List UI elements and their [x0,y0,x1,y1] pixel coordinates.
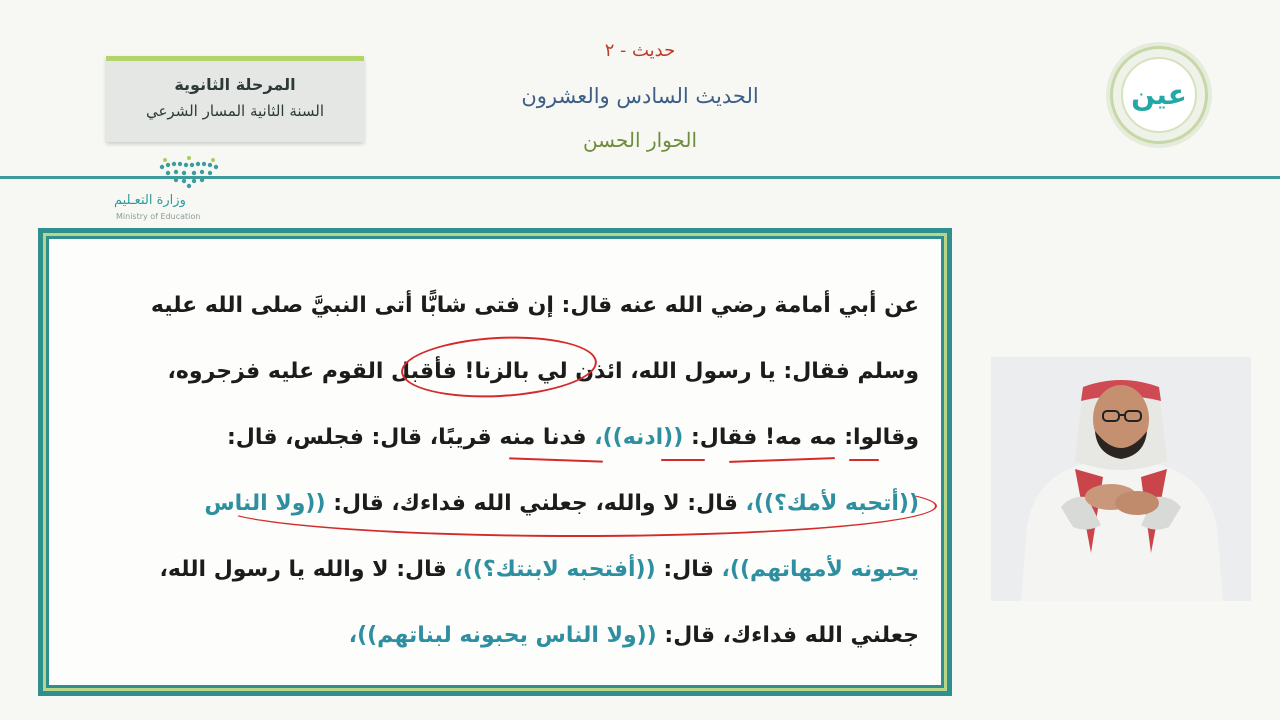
hadith-paper [49,239,941,685]
hadith-line-2: وسلم فقال: يا رسول الله، ائذن لي بالزنا! فأقبل القوم عليه فزجروه، [167,359,919,384]
quote-mother: ((أتحبه لأمك؟))، [745,491,919,516]
annotation-underline-3 [729,457,835,463]
ministry-name-ar: وزارة التعـليم [114,193,186,208]
annotation-underline-4 [849,459,879,461]
annotation-underline-1 [509,457,603,462]
highlighted-request: ائذن لي بالزنا! [464,359,623,384]
stage-subtitle: السنة الثانية المسار الشرعي [145,102,325,120]
annotation-underline-2 [661,459,705,461]
ain-channel-logo [1110,46,1208,144]
hadith-name: الحديث السادس والعشرون [521,84,759,108]
annotation-oval [400,332,599,402]
hadith-line-4: ((أتحبه لأمك؟))، قال: لا والله، جعلني الله فداءك، قال: ((ولا الناس [204,491,919,516]
hadith-topic: الحوار الحسن [582,128,698,152]
stage-title: المرحلة الثانوية [174,75,296,94]
stage-label-card [106,56,364,142]
ministry-logo [108,155,206,225]
hadith-number: حديث - ٢ [604,40,676,61]
annotation-bracket [217,475,937,537]
hadith-line-6: جعلني الله فداءك، قال: ((ولا الناس يحبونه لبناتهم))، [348,623,919,648]
quote-adnuh: ((ادنه))، [594,425,684,450]
presenter-video [991,357,1251,601]
quote-daughters: ((ولا الناس يحبونه لبناتهم))، [348,623,657,648]
quote-people-start: ((ولا الناس [204,491,326,516]
ain-logo-text: عين [1121,57,1197,133]
quote-daughter: ((أفتحبه لابنتك؟))، [454,557,656,582]
hadith-line-5: يحبونه لأمهاتهم))، قال: ((أفتحبه لابنتك؟))، قال: لا والله يا رسول الله، [159,557,919,582]
quote-mothers: يحبونه لأمهاتهم))، [721,557,919,582]
hadith-text-panel [38,228,952,696]
ministry-emblem-icon [154,155,224,191]
ministry-name-en: Ministry of Education [116,212,201,221]
presenter-figure-icon [991,357,1251,601]
hadith-line-1: عن أبي أمامة رضي الله عنه قال: إن فتى شابًّا أتى النبيَّ صلى الله عليه [150,293,919,318]
hadith-line-3: وقالوا: مه مه! فقال: ((ادنه))، فدنا منه قريبًا، قال: فجلس، قال: [226,425,919,450]
